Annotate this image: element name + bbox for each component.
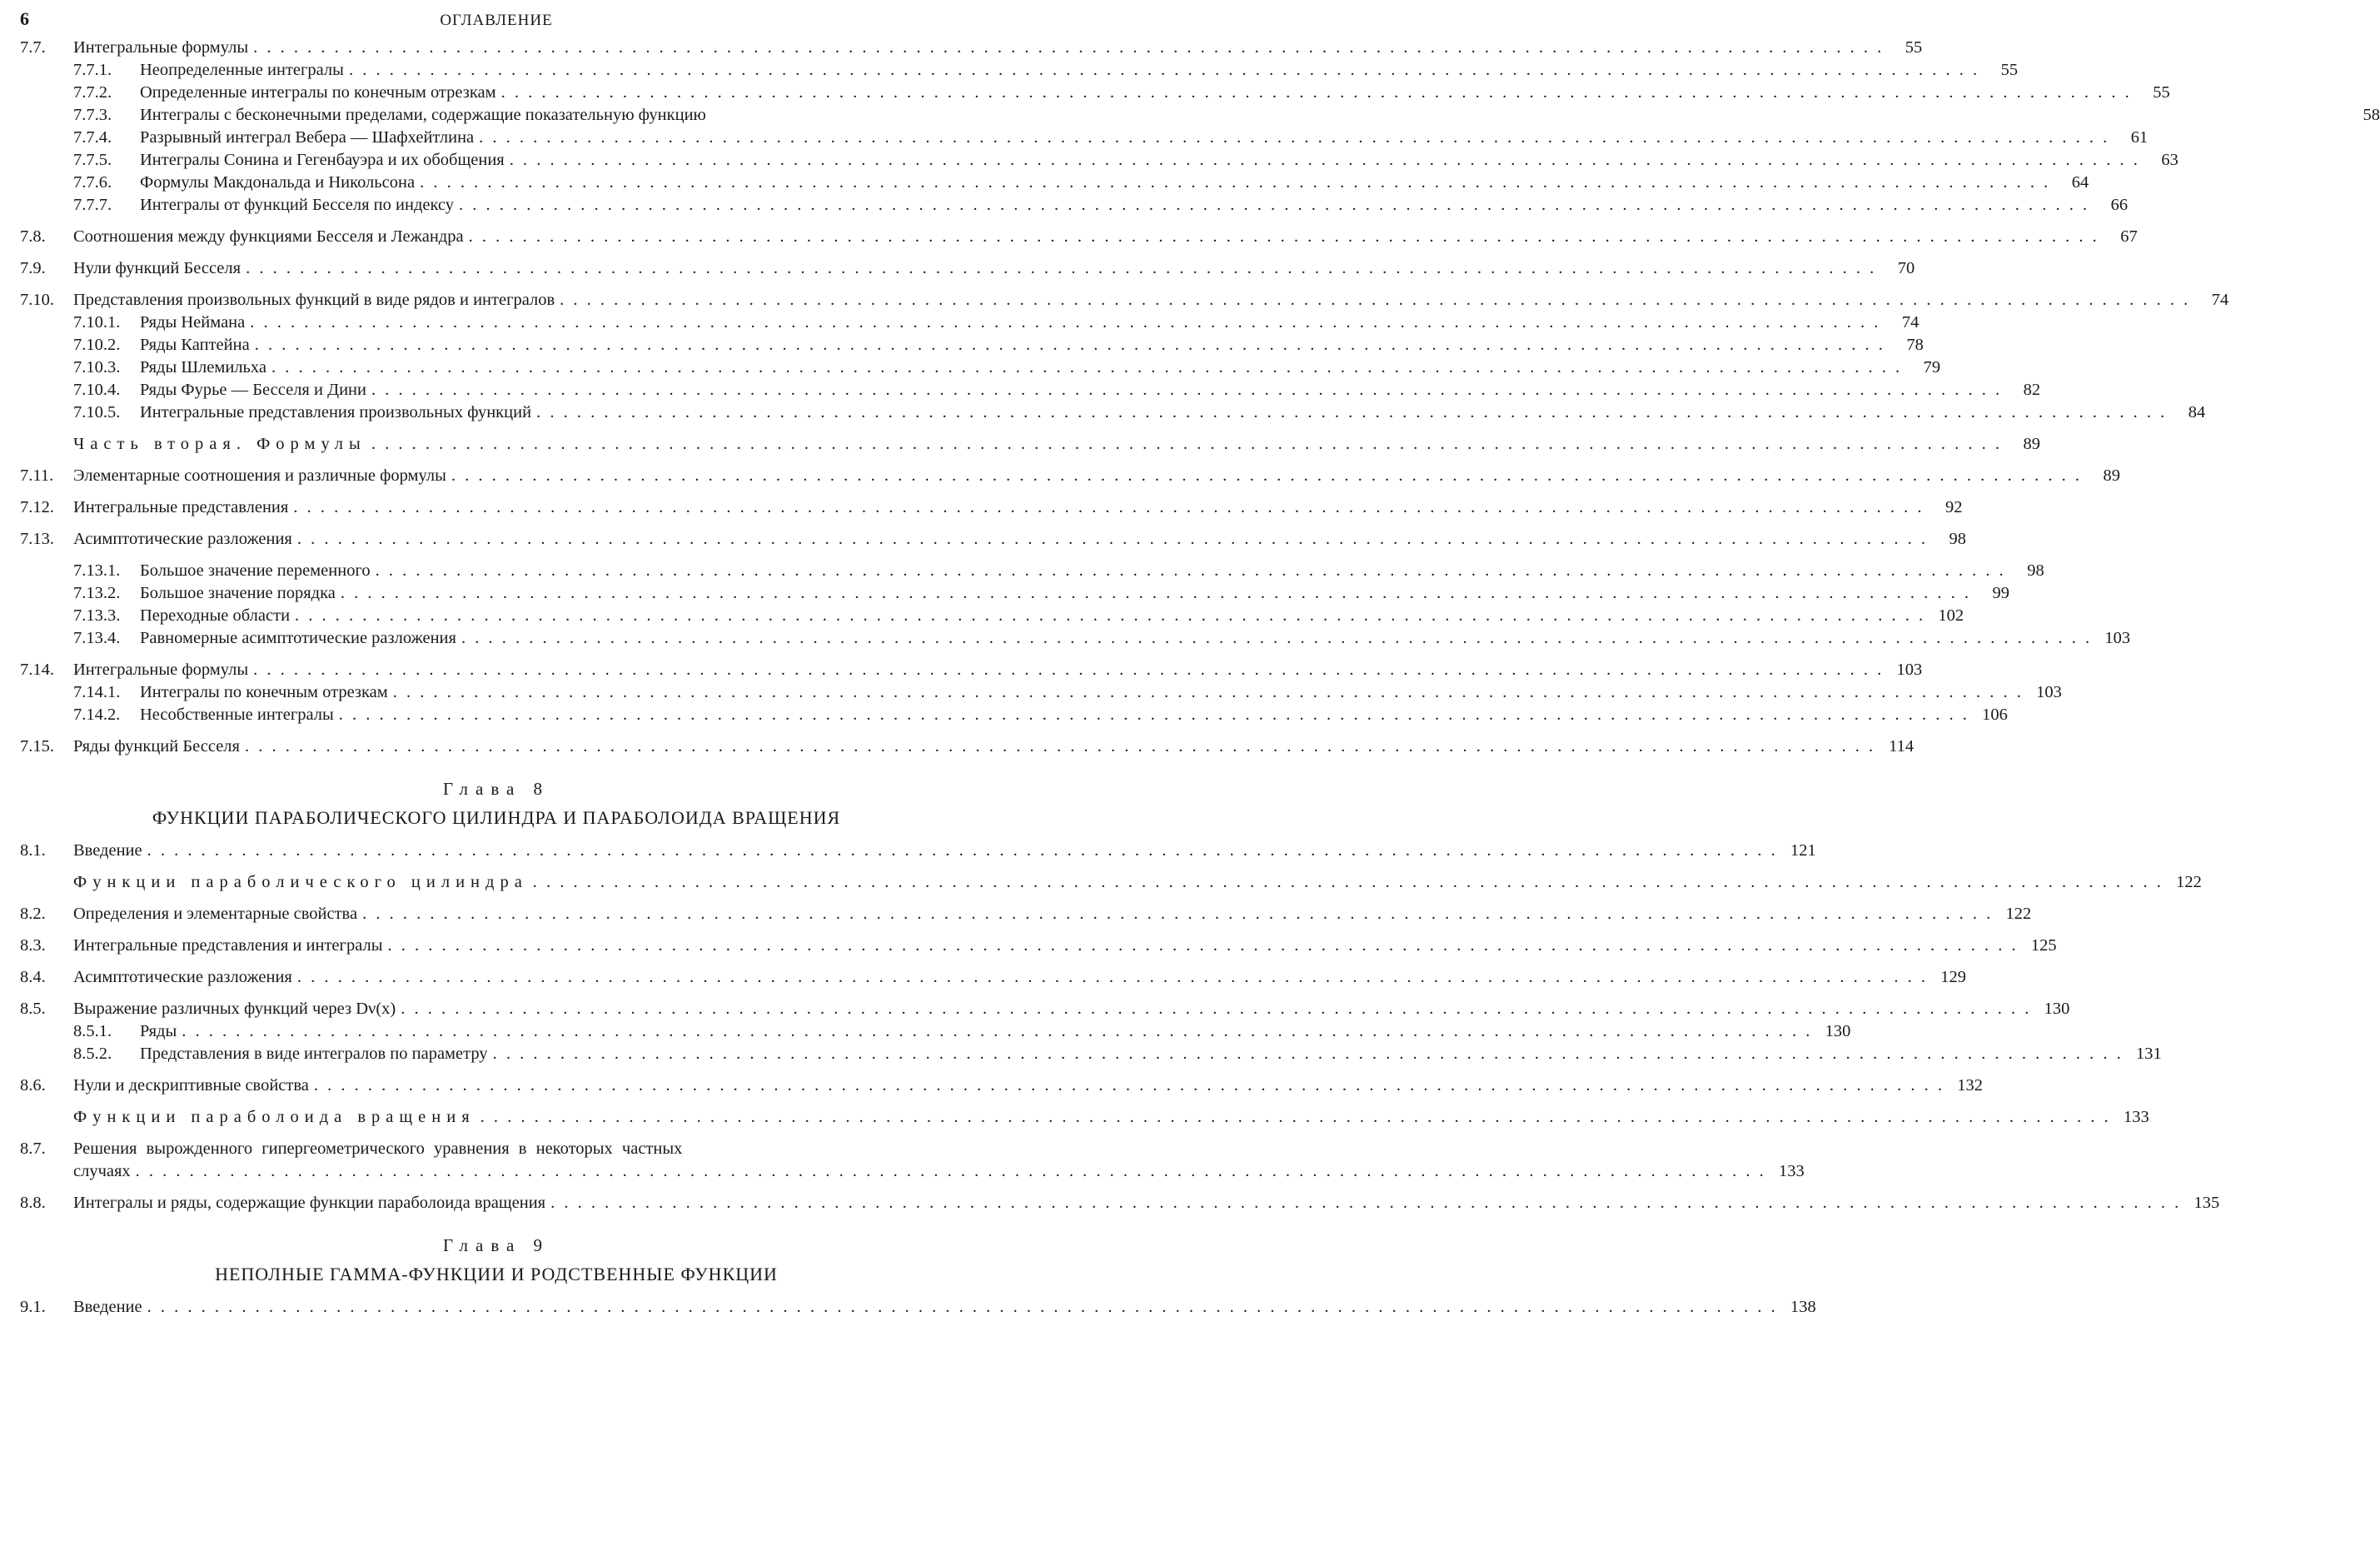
- dot-leader: [142, 840, 1783, 862]
- toc-entry[interactable]: [20, 659, 1923, 681]
- toc-entry-number: 7.13.: [20, 530, 54, 548]
- dot-leader: [241, 257, 1881, 280]
- dot-leader: [488, 1043, 2129, 1065]
- toc-entry-page: 98: [2027, 561, 2044, 580]
- toc-entry-page: 70: [1897, 259, 1915, 277]
- toc-entry-page: 122: [2005, 905, 2032, 923]
- dot-leader: [505, 149, 2145, 172]
- chapter-8-toc-list-continued: [20, 1192, 2220, 1214]
- toc-entry[interactable]: [20, 172, 2089, 194]
- toc-entry[interactable]: [20, 605, 1964, 627]
- toc-entry-title: Введение: [73, 1298, 142, 1316]
- toc-entry-page: 63: [2161, 151, 2178, 169]
- toc-entry-page: 129: [1940, 968, 1966, 986]
- toc-entry[interactable]: [20, 998, 2070, 1020]
- toc-entry-page: 131: [2135, 1045, 2162, 1063]
- toc-entry-title: Разрывный интеграл Вебера — Шафхейтлина: [140, 128, 475, 147]
- toc-entry-number: 7.10.: [20, 291, 54, 309]
- toc-entry-number: 7.10.5.: [73, 403, 121, 421]
- toc-entry-number: 8.5.1.: [73, 1022, 112, 1040]
- toc-entry-title: Функции параболического цилиндра: [73, 873, 528, 891]
- toc-entry[interactable]: [20, 736, 1914, 758]
- toc-entry-number: 7.10.1.: [73, 313, 121, 332]
- toc-entry-page: 114: [1889, 737, 1914, 756]
- toc-entry-page: 55: [1904, 38, 1923, 57]
- toc-entry-page: 103: [2104, 629, 2131, 647]
- dot-leader: [336, 582, 1976, 605]
- toc-entry-title: Интегральные представления: [73, 498, 289, 516]
- toc-entry-page: 106: [1982, 706, 2008, 724]
- toc-entry-page: 98: [1949, 530, 1966, 548]
- dot-leader: [177, 1020, 1817, 1043]
- toc-entry-title: Интегральные представления и интегралы: [73, 936, 383, 955]
- toc-entry[interactable]: [20, 357, 1941, 379]
- toc-part-heading[interactable]: [20, 1106, 2149, 1129]
- toc-entry-page: 82: [2023, 381, 2041, 399]
- dot-leader: [474, 127, 2114, 149]
- toc-entry-number: 7.13.4.: [73, 629, 121, 647]
- dot-leader: [292, 528, 1933, 551]
- toc-entry-title: Большое значение переменного: [140, 561, 371, 580]
- toc-entry-number: 7.13.3.: [73, 606, 121, 625]
- toc-entry-title: Нули функций Бесселя: [73, 259, 241, 277]
- toc-entry[interactable]: [20, 82, 2170, 104]
- toc-entry-number: 8.4.: [20, 968, 46, 986]
- toc-entry[interactable]: [20, 582, 2009, 605]
- dot-leader: [446, 465, 2087, 487]
- toc-entry-page: 125: [2030, 936, 2057, 955]
- toc-entry-page: 74: [2211, 291, 2229, 309]
- toc-entry-page: 64: [2071, 173, 2089, 192]
- dot-leader: [309, 1075, 1949, 1097]
- toc-entry[interactable]: [20, 465, 2120, 487]
- toc-entry[interactable]: [20, 194, 2129, 217]
- toc-entry-wrapped[interactable]: [20, 1138, 1805, 1183]
- toc-entry-number: 8.6.: [20, 1076, 46, 1095]
- toc-entry-title: Неопределенные интегралы: [140, 61, 344, 79]
- toc-entry[interactable]: [20, 528, 1966, 551]
- toc-entry-number: 8.7.: [20, 1140, 46, 1158]
- toc-entry[interactable]: [20, 149, 2178, 172]
- toc-entry-title: Элементарные соотношения и различные формулы: [73, 466, 446, 485]
- toc-entry-number: 7.15.: [20, 737, 54, 756]
- dot-leader: [415, 172, 2055, 194]
- chapter-9-title: НЕПОЛНЫЕ ГАММА-ФУНКЦИИ И РОДСТВЕННЫЕ ФУНКЦИИ: [215, 1264, 778, 1284]
- toc-entry-title: Интегралы и ряды, содержащие функции параболоида вращения: [73, 1194, 546, 1212]
- toc-entry[interactable]: [20, 127, 2148, 149]
- toc-entry-title: Формулы Макдональда и Никольсона: [140, 173, 416, 192]
- toc-entry-number: 9.1.: [20, 1298, 46, 1316]
- toc-list: [20, 37, 2380, 758]
- toc-entry-page: 89: [2103, 466, 2120, 485]
- toc-entry-page: 78: [1906, 336, 1924, 354]
- toc-entry[interactable]: [20, 289, 2229, 312]
- toc-entry-title: Интегралы Сонина и Гегенбауэра и их обобщения: [140, 151, 505, 169]
- toc-entry-title: Асимптотические разложения: [73, 530, 292, 548]
- toc-entry[interactable]: [20, 104, 2380, 127]
- toc-entry-number: 7.7.4.: [73, 128, 112, 147]
- toc-entry[interactable]: [20, 627, 2131, 650]
- dot-leader: [555, 289, 2195, 312]
- toc-entry-number: 7.10.2.: [73, 336, 121, 354]
- chapter-8-title: ФУНКЦИИ ПАРАБОЛИЧЕСКОГО ЦИЛИНДРА И ПАРАБОЛОИДА ВРАЩЕНИЯ: [152, 807, 841, 828]
- dot-leader: [240, 736, 1880, 758]
- toc-entry-number: 7.7.5.: [73, 151, 112, 169]
- toc-entry-number: 8.3.: [20, 936, 46, 955]
- toc-entry-page: 102: [1938, 606, 1964, 625]
- toc-entry-title: Ряды Каптейна: [140, 336, 250, 354]
- dot-leader: [334, 704, 1974, 726]
- dot-leader: [464, 226, 2104, 248]
- dot-leader: [248, 659, 1889, 681]
- toc-entry-page: 67: [2120, 227, 2138, 246]
- toc-entry-title: Равномерные асимптотические разложения: [140, 629, 456, 647]
- toc-entry-title: Интегральные представления произвольных функций: [140, 403, 532, 421]
- dot-leader: [142, 1296, 1783, 1319]
- toc-entry-title: Выражение различных функций через Dν(x): [73, 1000, 396, 1018]
- toc-entry-title: Нули и дескриптивные свойства: [73, 1076, 309, 1095]
- dot-leader: [476, 1106, 2116, 1129]
- toc-entry-page: 133: [1779, 1162, 1805, 1180]
- toc-entry[interactable]: [20, 401, 2206, 424]
- toc-part-heading[interactable]: [20, 871, 2202, 894]
- toc-entry-page: 61: [2130, 128, 2148, 147]
- toc-entry-page: 79: [1923, 358, 1941, 377]
- toc-entry[interactable]: [20, 257, 1915, 280]
- toc-entry-number: 7.14.1.: [73, 683, 121, 701]
- dot-leader: [245, 312, 1885, 334]
- toc-entry-title: Ряды Неймана: [140, 313, 246, 332]
- toc-part-heading[interactable]: [20, 433, 2040, 456]
- toc-entry[interactable]: [20, 704, 2008, 726]
- toc-entry[interactable]: [20, 226, 2138, 248]
- toc-entry[interactable]: [20, 966, 1966, 989]
- toc-entry-title: Ряды функций Бесселя: [73, 737, 240, 756]
- toc-entry-title: Несобственные интегралы: [140, 706, 334, 724]
- toc-entry[interactable]: [20, 334, 1924, 357]
- toc-entry-number: 7.7.1.: [73, 61, 112, 79]
- toc-entry-title: Большое значение порядка: [140, 584, 336, 602]
- dot-leader: [366, 379, 2007, 401]
- toc-entry-number: 7.7.6.: [73, 173, 112, 192]
- dot-leader: [382, 935, 2023, 957]
- toc-entry-title: Часть вторая. Формулы: [73, 435, 366, 453]
- toc-entry-page: 55: [2000, 61, 2019, 79]
- toc-entry-page: 130: [1825, 1022, 1851, 1040]
- toc-entry-page: 84: [2188, 403, 2206, 421]
- toc-entry-title: Асимптотические разложения: [73, 968, 292, 986]
- dot-leader: [388, 681, 2029, 704]
- toc-entry-number: 7.10.4.: [73, 381, 121, 399]
- toc-entry-title: Определенные интегралы по конечным отрезкам: [140, 83, 496, 102]
- dot-leader: [131, 1160, 1771, 1183]
- page-number: 6: [20, 8, 29, 29]
- dot-leader: [454, 194, 2094, 217]
- toc-entry-number: 7.12.: [20, 498, 54, 516]
- dot-leader: [528, 871, 2168, 894]
- dot-leader: [396, 998, 2036, 1020]
- toc-entry-title: Функции параболоида вращения: [73, 1108, 476, 1126]
- toc-entry-number: 7.7.: [20, 38, 46, 57]
- toc-entry-page: 103: [1896, 661, 1923, 679]
- toc-entry-page: 89: [2023, 435, 2040, 453]
- toc-entry[interactable]: [20, 59, 2019, 82]
- dot-leader: [344, 59, 1984, 82]
- dot-leader: [531, 401, 2172, 424]
- toc-entry-title: Представления произвольных функций в виде рядов и интегралов: [73, 291, 555, 309]
- toc-entry[interactable]: [20, 312, 1919, 334]
- dot-leader: [456, 627, 2097, 650]
- toc-entry-page: 74: [1901, 313, 1919, 332]
- toc-entry[interactable]: [20, 1296, 1816, 1319]
- toc-entry-number: 7.8.: [20, 227, 46, 246]
- toc-entry-number: 7.14.: [20, 661, 54, 679]
- toc-entry[interactable]: [20, 1043, 2162, 1065]
- dot-leader: [288, 496, 1929, 519]
- toc-entry-number: 7.7.3.: [73, 106, 112, 124]
- toc-entry-page: 92: [1944, 498, 1963, 516]
- toc-entry-page: 103: [2036, 683, 2062, 701]
- toc-entry-title: Переходные области: [140, 606, 291, 625]
- chapter-9-label: Глава 9: [442, 1235, 550, 1255]
- toc-entry-page: 55: [2153, 83, 2170, 102]
- toc-entry-page: 132: [1957, 1076, 1983, 1095]
- toc-entry[interactable]: [20, 1075, 1983, 1097]
- dot-leader: [357, 903, 1998, 925]
- toc-entry-title-line1: Решения вырожденного гипергеометрического уравнения в некоторых частных: [73, 1140, 683, 1158]
- toc-entry-number: 7.13.2.: [73, 584, 121, 602]
- dot-leader: [248, 37, 1889, 59]
- toc-entry-title: Ряды Шлемильха: [140, 358, 266, 377]
- toc-entry-page: 66: [2110, 196, 2129, 214]
- running-head: ОГЛАВЛЕНИЕ: [440, 12, 553, 29]
- toc-entry-title: Введение: [73, 841, 142, 860]
- dot-leader: [371, 560, 2011, 582]
- toc-entry-title: Интегралы с бесконечными пределами, содержащие показательную функцию: [140, 106, 706, 124]
- toc-entry-title: Представления в виде интегралов по параметру: [140, 1045, 488, 1063]
- toc-entry[interactable]: [20, 1192, 2220, 1214]
- page-header: [20, 0, 973, 37]
- dot-leader: [366, 433, 2007, 456]
- dot-leader: [266, 357, 1907, 379]
- toc-entry-number: 7.9.: [20, 259, 46, 277]
- toc-entry[interactable]: [20, 681, 2062, 704]
- toc-entry-page: 130: [2044, 1000, 2070, 1018]
- toc-entry-number: 8.5.2.: [73, 1045, 112, 1063]
- toc-entry-title: Ряды Фурье — Бесселя и Дини: [140, 381, 366, 399]
- toc-entry-page: 99: [1992, 584, 2009, 602]
- toc-entry-number: 7.7.2.: [73, 83, 112, 102]
- toc-entry-number: 7.10.3.: [73, 358, 121, 377]
- toc-entry-title: Интегральные формулы: [73, 38, 249, 57]
- dot-leader: [545, 1192, 2186, 1214]
- toc-entry[interactable]: [20, 37, 1923, 59]
- toc-entry[interactable]: [20, 840, 1816, 862]
- toc-entry-number: 7.11.: [20, 466, 54, 485]
- chapter-8-label: Глава 8: [442, 779, 550, 799]
- toc-entry-title: Интегральные формулы: [73, 661, 249, 679]
- toc-entry-number: 8.1.: [20, 841, 46, 860]
- dot-leader: [292, 966, 1933, 989]
- chapter-8-toc-list: [20, 840, 2202, 1129]
- toc-entry-number: 7.13.1.: [73, 561, 121, 580]
- toc-entry-page: 138: [1790, 1298, 1816, 1316]
- toc-entry[interactable]: [20, 496, 1963, 519]
- toc-entry[interactable]: [20, 379, 2041, 401]
- toc-entry-number: 7.7.7.: [73, 196, 112, 214]
- toc-entry-page: 135: [2193, 1194, 2220, 1212]
- dot-leader: [496, 82, 2137, 104]
- toc-entry[interactable]: [20, 560, 2044, 582]
- toc-entry-page: 58: [2363, 106, 2380, 124]
- toc-entry-page: 133: [2124, 1108, 2149, 1126]
- dot-leader: [290, 605, 1930, 627]
- toc-entry-title: Ряды: [140, 1022, 177, 1040]
- toc-entry[interactable]: [20, 1020, 1851, 1043]
- toc-entry-title: Соотношения между функциями Бесселя и Лежандра: [73, 227, 464, 246]
- toc-entry-title-line2: случаях: [73, 1162, 131, 1180]
- toc-entry-page: 122: [2176, 873, 2202, 891]
- toc-entry-title: Интегралы от функций Бесселя по индексу: [140, 196, 455, 214]
- toc-entry[interactable]: [20, 903, 2032, 925]
- chapter-9-toc-list: [20, 1296, 1816, 1319]
- toc-entry[interactable]: [20, 935, 2057, 957]
- toc-entry-number: 8.2.: [20, 905, 46, 923]
- toc-entry-number: 8.8.: [20, 1194, 46, 1212]
- toc-entry-title: Интегралы по конечным отрезкам: [140, 683, 388, 701]
- toc-entry-number: 8.5.: [20, 1000, 46, 1018]
- toc-entry-number: 7.14.2.: [73, 706, 121, 724]
- dot-leader: [250, 334, 1890, 357]
- toc-entry-title: Определения и элементарные свойства: [73, 905, 358, 923]
- toc-entry-page: 121: [1790, 841, 1816, 860]
